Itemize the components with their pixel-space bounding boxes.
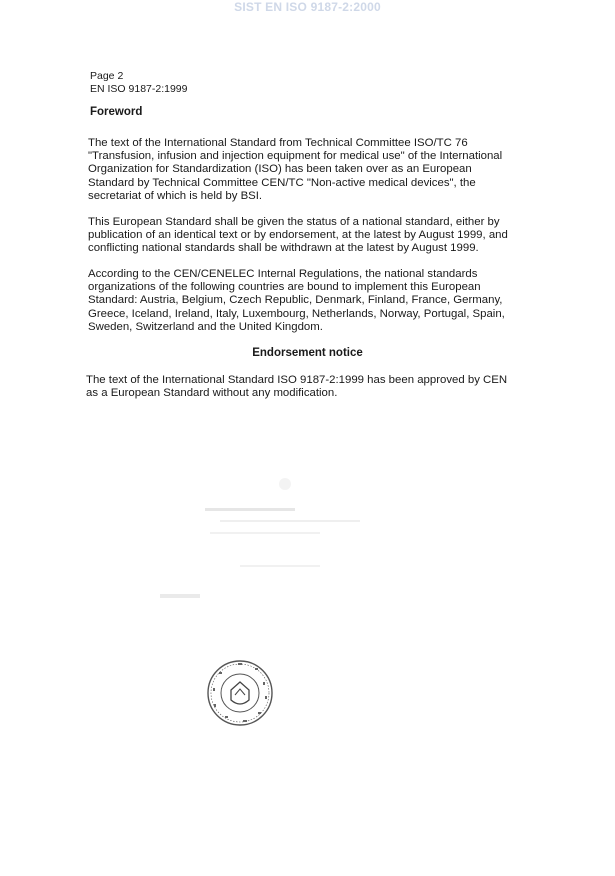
page-number: Page 2 bbox=[90, 70, 124, 82]
official-seal-icon bbox=[205, 658, 275, 728]
scan-noise bbox=[150, 470, 410, 610]
foreword-paragraph-1: The text of the International Standard from Technical Committee ISO/TC 76 "Transfusion, infusion and injection equipment for medical use" of the International Organization for Standardization (ISO) has been taken over as an European Standard by Technical Committee CEN/TC "Non-active medical devices", the secretariat of which is held by BSI. bbox=[88, 137, 503, 202]
foreword-paragraph-3: According to the CEN/CENELEC Internal Regulations, the national standards organizations of the following countries are bound to implement this European Standard: Austria, Belgium, Czech Republic, Denmark, Finland, France, Germany, Greece, Iceland, Ireland, Italy, Luxembourg, Netherlands, Norway, Portugal, Spain, Sweden, Switzerland and the United Kingdom. bbox=[88, 268, 505, 333]
endorsement-text: The text of the International Standard ISO 9187-2:1999 has been approved by CEN as a European Standard without any modification. bbox=[86, 374, 508, 400]
foreword-paragraph-2: This European Standard shall be given the status of a national standard, either by publication of an identical text or by endorsement, at the latest by August 1999, and conflicting national standards shall be withdrawn at the latest by August 1999. bbox=[88, 216, 508, 255]
page-info bbox=[90, 70, 187, 96]
foreword-heading: Foreword bbox=[90, 106, 143, 118]
standard-id: EN ISO 9187-2:1999 bbox=[90, 83, 188, 95]
watermark: SIST EN ISO 9187-2:2000 bbox=[234, 0, 381, 14]
endorsement-heading: Endorsement notice bbox=[252, 347, 363, 359]
